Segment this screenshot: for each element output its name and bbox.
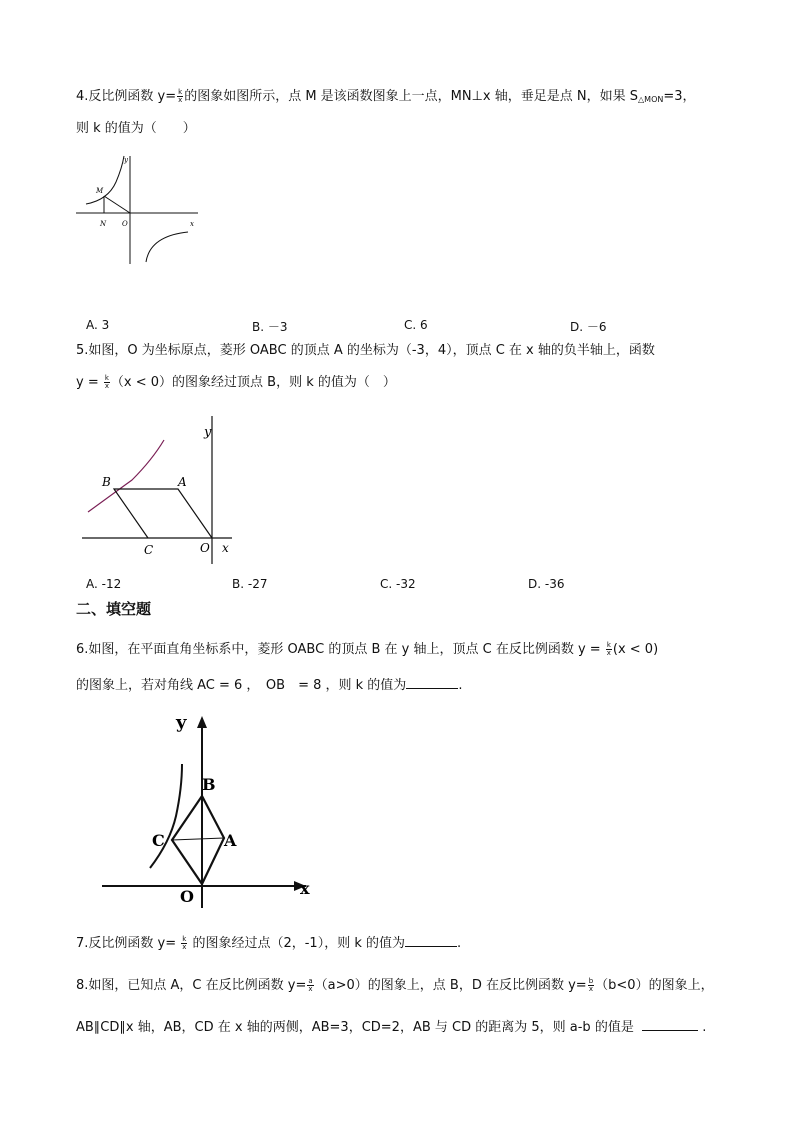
- q5-label-b: B: [102, 475, 111, 489]
- q5-label-c: C: [144, 543, 154, 557]
- section-title-fill-in: 二、填空题: [76, 600, 152, 618]
- q5-label-a: A: [178, 475, 187, 489]
- q4-label-o: O: [122, 220, 128, 228]
- q6-label-c: C: [152, 831, 165, 850]
- q8-fraction-a: $\frac{a}{x}$: [308, 977, 313, 993]
- q4-option-c[interactable]: C. 6: [404, 318, 428, 332]
- q7-answer-blank[interactable]: [405, 934, 457, 947]
- q5-line-2: y = $\frac{k}{x}$ （x < 0）的图象经过顶点 B，则 k 的值为（ ）: [76, 374, 396, 390]
- q8-answer-blank[interactable]: [642, 1018, 698, 1031]
- q4-text-a: 4.反比例函数 y=: [76, 89, 177, 104]
- q6-label-b: B: [202, 775, 216, 794]
- q5-label-y: y: [204, 425, 212, 440]
- q6-fraction: $\frac{k}{x}$: [606, 641, 611, 657]
- q5-label-x: x: [222, 541, 229, 555]
- q8-fraction-b: $\frac{b}{x}$: [588, 977, 594, 993]
- q4-label-n: N: [100, 220, 107, 228]
- q8-line-2: AB∥CD∥x 轴，AB，CD 在 x 轴的两侧，AB=3，CD=2，AB 与 CD 的距离为 5，则 a-b 的值是 .: [76, 1020, 707, 1035]
- q6-label-o: O: [180, 887, 194, 906]
- q4-text-b: 的图象如图所示，点 M 是该函数图象上一点，MN⊥x 轴，垂足是点 N，如果 S: [184, 89, 639, 104]
- q5-option-d[interactable]: D. -36: [528, 577, 565, 591]
- q5-label-o: O: [200, 541, 210, 555]
- q4-subscript: △MON: [638, 95, 664, 104]
- q4-option-b[interactable]: B. －3: [252, 320, 288, 334]
- q6-label-y: y: [176, 712, 187, 733]
- q5-line-1: 5.如图，O 为坐标原点，菱形 OABC 的顶点 A 的坐标为（-3，4），顶点 C 在 x 轴的负半轴上，函数: [76, 343, 655, 358]
- q4-option-a[interactable]: A. 3: [86, 318, 110, 332]
- q6-answer-blank[interactable]: [406, 676, 458, 689]
- q4-label-m: M: [96, 187, 104, 195]
- q4-line-2: 则 k 的值为（ ）: [76, 121, 196, 136]
- q7-line: 7.反比例函数 y= $\frac{k}{x}$ 的图象经过点（2，-1），则 k 的值为 .: [76, 935, 462, 951]
- q5-fraction: $\frac{k}{x}$: [104, 374, 109, 390]
- q4-line-1: [76, 88, 696, 109]
- q6-line-1: 6.如图，在平面直角坐标系中，菱形 OABC 的顶点 B 在 y 轴上，顶点 C 在反比例函数 y = $\frac{k}{x}$ (x < 0): [76, 641, 659, 657]
- q5-figure: [80, 412, 250, 572]
- q6-figure: [100, 710, 320, 910]
- q7-fraction: $\frac{k}{x}$: [182, 935, 187, 951]
- q4-label-y: y: [124, 156, 128, 164]
- q6-label-a: A: [224, 831, 237, 850]
- q8-line-1: 8.如图，已知点 A，C 在反比例函数 y= $\frac{a}{x}$ （a>0）的图象上，点 B，D 在反比例函数 y= $\frac{b}{x}$ （b<0）的图象上，: [76, 977, 714, 993]
- q5-option-c[interactable]: C. -32: [380, 577, 416, 591]
- q5-option-b[interactable]: B. -27: [232, 577, 268, 591]
- q4-fraction: $\frac{k}{x}$: [178, 88, 183, 104]
- q6-line-2: 的图象上，若对角线 AC = 6 ， OB = 8 ，则 k 的值为 .: [76, 678, 463, 693]
- q5-option-a[interactable]: A. -12: [86, 577, 122, 591]
- q4-option-d[interactable]: D. －6: [570, 320, 607, 334]
- q4-text-c: =3，: [663, 89, 696, 104]
- q6-label-x: x: [300, 879, 310, 898]
- q4-label-x: x: [190, 220, 194, 228]
- q4-figure: [70, 150, 210, 270]
